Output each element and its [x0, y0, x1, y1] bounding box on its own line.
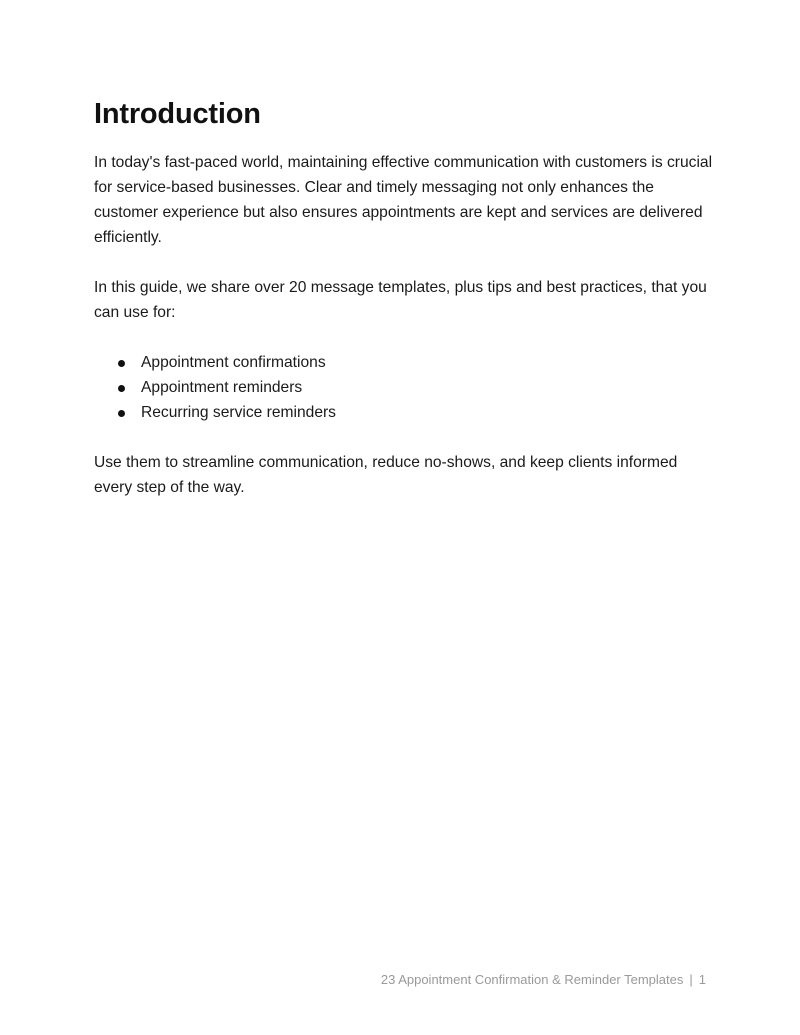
- footer-separator: |: [689, 972, 693, 987]
- bullet-icon: [118, 385, 125, 392]
- page-title: Introduction: [94, 98, 261, 130]
- page-number: 1: [698, 972, 706, 987]
- page-content: [94, 96, 714, 500]
- paragraph-spacer: [94, 250, 714, 275]
- bullet-icon: [118, 410, 125, 417]
- paragraph-spacer: [94, 325, 714, 350]
- guide-paragraph: In this guide, we share over 20 message templates, plus tips and best practices, that you can use for:: [94, 279, 707, 321]
- list-item-label: Recurring service reminders: [141, 404, 336, 421]
- bullet-icon: [118, 360, 125, 367]
- intro-paragraph: In today's fast-paced world, maintaining effective communication with customers is crucial for service-based businesses. Clear and timely messaging not only enhances the customer experience but also ensures appointments are kept and services are delivered efficiently.: [94, 154, 713, 246]
- page-footer: [381, 971, 706, 989]
- use-case-list: [94, 350, 714, 425]
- closing-paragraph: Use them to streamline communication, reduce no-shows, and keep clients informed every step of the way.: [94, 454, 678, 496]
- list-item: [94, 375, 714, 400]
- footer-title: 23 Appointment Confirmation & Reminder Templates: [380, 972, 684, 987]
- list-item: [94, 350, 714, 375]
- list-item: [94, 400, 714, 425]
- paragraph-spacer: [94, 425, 714, 450]
- list-item-label: Appointment confirmations: [141, 354, 326, 371]
- list-item-label: Appointment reminders: [141, 379, 303, 396]
